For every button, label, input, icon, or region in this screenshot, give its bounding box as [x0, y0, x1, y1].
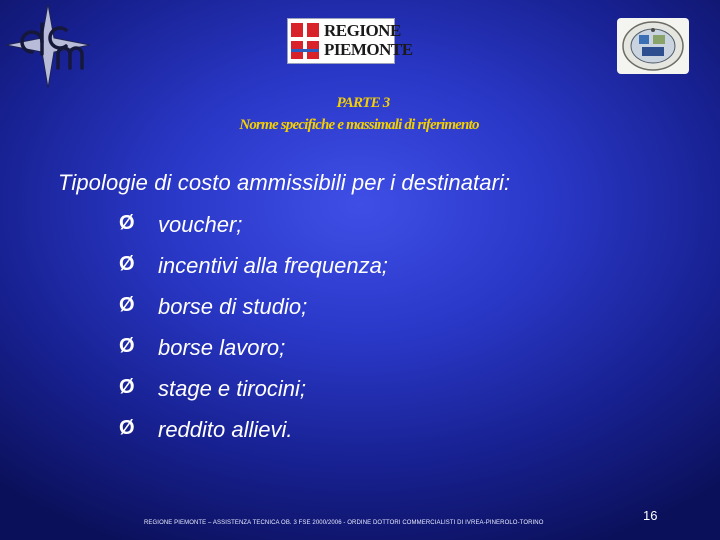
list-item	[119, 212, 388, 253]
list-item-label: borse di studio;	[158, 294, 308, 319]
arrow-bullet-icon: Ø	[119, 253, 135, 275]
list-item	[119, 417, 388, 458]
dcm-logo-icon	[2, 2, 102, 90]
list-item	[119, 294, 388, 335]
list-item-label: voucher;	[158, 212, 243, 237]
slide-subtitle: Norme specifiche e massimali di riferimento	[239, 117, 479, 133]
cost-type-list	[119, 212, 388, 458]
page-number: 16	[643, 508, 658, 523]
regione-piemonte-wordmark: REGIONE PIEMONTE	[324, 21, 413, 59]
regione-piemonte-logo	[287, 18, 413, 64]
list-item-label: incentivi alla frequenza;	[158, 253, 388, 278]
order-seal-logo	[617, 18, 689, 74]
arrow-bullet-icon: Ø	[119, 212, 135, 234]
arrow-bullet-icon: Ø	[119, 294, 135, 316]
list-item	[119, 376, 388, 417]
content-heading: Tipologie di costo ammissibili per i destinatari:	[58, 170, 511, 195]
list-item	[119, 335, 388, 376]
regione-piemonte-flag-icon	[288, 19, 322, 63]
arrow-bullet-icon: Ø	[119, 376, 135, 398]
list-item-label: borse lavoro;	[158, 335, 286, 360]
list-item	[119, 253, 388, 294]
list-item-label: reddito allievi.	[158, 417, 293, 442]
list-item-label: stage e tirocini;	[158, 376, 306, 401]
seal-emblem-icon	[617, 18, 689, 74]
arrow-bullet-icon: Ø	[119, 335, 135, 357]
footer-credits: REGIONE PIEMONTE – ASSISTENZA TECNICA OB. 3 FSE 2000/2006 - ORDINE DOTTORI COMMERCIALISTI DI IVREA-PINEROLO-TORINO	[144, 520, 544, 526]
arrow-bullet-icon: Ø	[119, 417, 135, 439]
slide-part-title: PARTE 3	[336, 95, 390, 111]
